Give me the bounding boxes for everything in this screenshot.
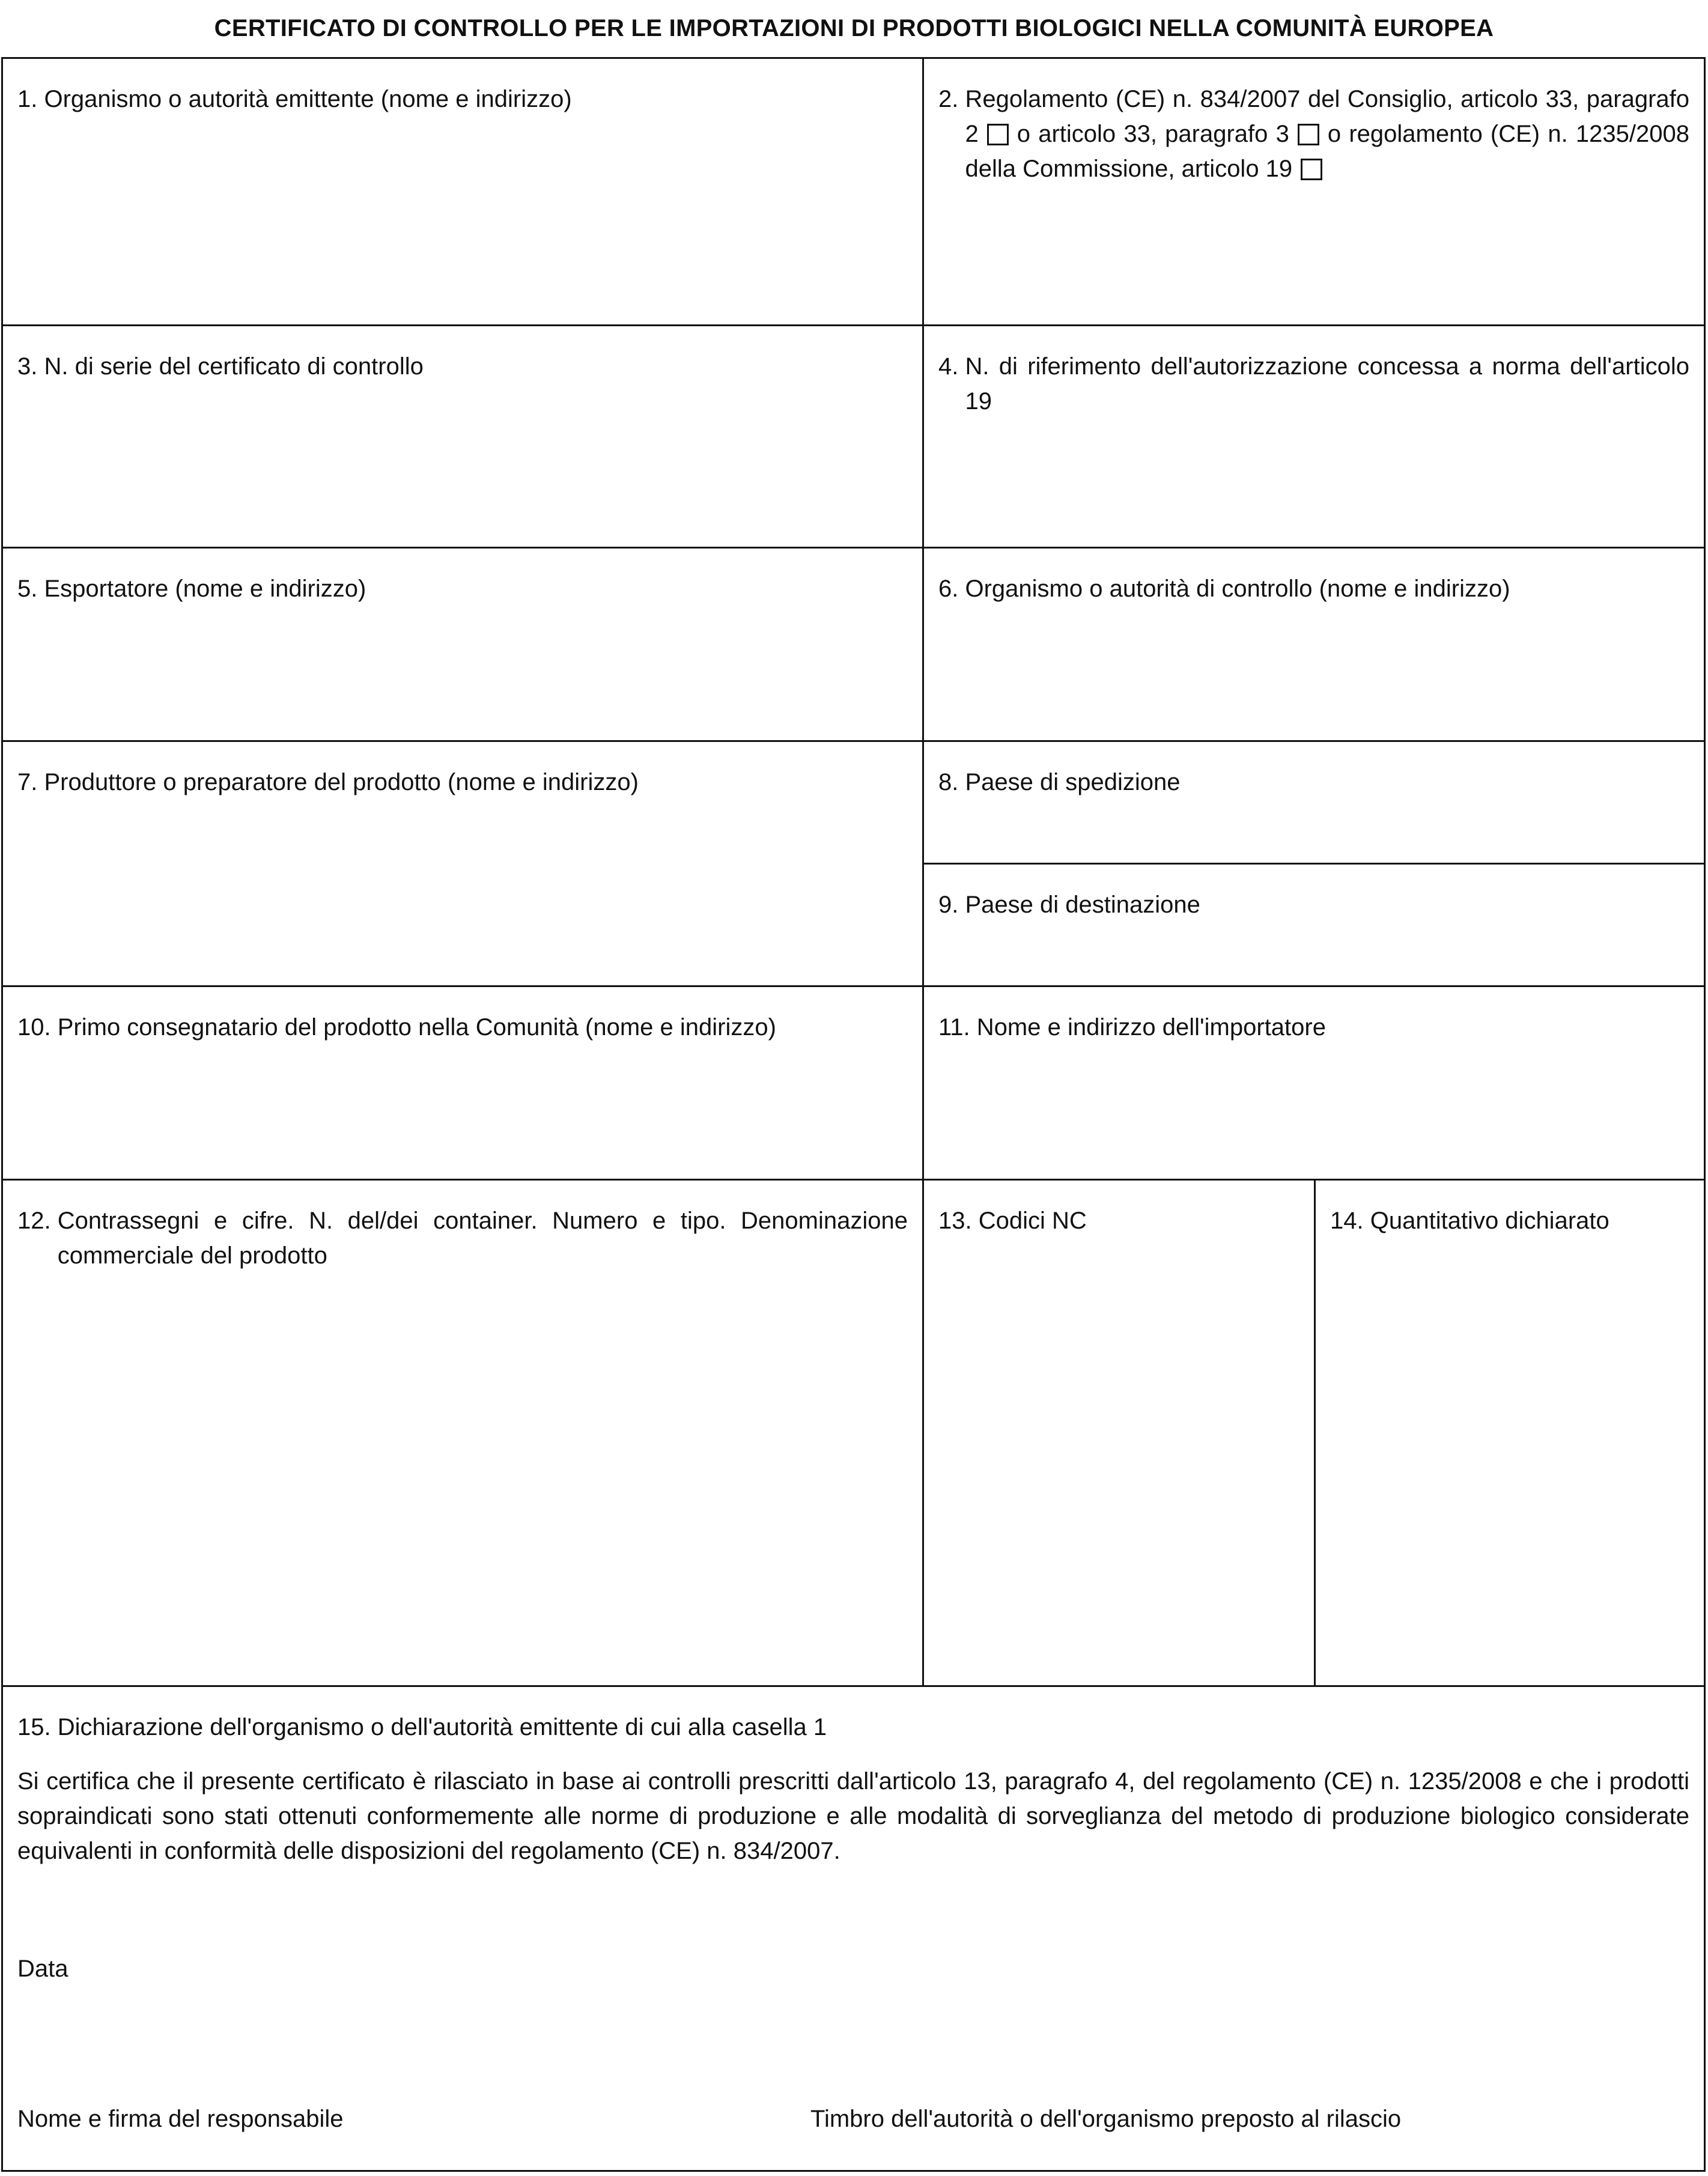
box-number: 10. xyxy=(17,1014,51,1041)
document-title: CERTIFICATO DI CONTROLLO PER LE IMPORTAZIONI DI PRODOTTI BIOLOGICI NELLA COMUNITÀ EUROPEA xyxy=(214,15,1494,41)
box-label xyxy=(965,82,1689,186)
box-6-control-body[interactable] xyxy=(924,549,1704,742)
box-label: Produttore o preparatore del prodotto (nome e indirizzo) xyxy=(44,769,639,795)
box-8-country-dispatch[interactable] xyxy=(924,742,1704,865)
box-label: Organismo o autorità di controllo (nome e indirizzo) xyxy=(965,576,1510,602)
certificate-form xyxy=(1,57,1706,2172)
signature-label: Nome e firma del responsabile xyxy=(17,2106,344,2132)
box-number: 6. xyxy=(938,576,959,602)
box-5-exporter[interactable] xyxy=(3,549,924,742)
box-number: 9. xyxy=(938,892,959,918)
box-label: Organismo o autorità emittente (nome e indirizzo) xyxy=(44,86,572,112)
box-13-cn-codes[interactable] xyxy=(924,1181,1316,1687)
checkbox-article-19[interactable] xyxy=(1301,159,1322,180)
box-number: 14. xyxy=(1330,1208,1364,1234)
box-number: 3. xyxy=(17,353,38,380)
checkbox-article-33-2[interactable] xyxy=(987,124,1009,145)
box-number: 1. xyxy=(17,86,38,112)
box-number: 2. xyxy=(938,86,959,112)
box-number: 12. xyxy=(17,1208,51,1234)
box-label: N. di riferimento dell'autorizzazione concessa a norma dell'articolo 19 xyxy=(965,353,1689,415)
box-number: 7. xyxy=(17,769,38,795)
regulation-text-1: Regolamento (CE) n. 834/2007 del Consiglio, articolo 33, paragrafo 2 xyxy=(965,86,1689,147)
box-label: Paese di spedizione xyxy=(965,769,1181,795)
box-11-importer[interactable] xyxy=(924,987,1704,1181)
box-label: Dichiarazione dell'organismo o dell'autorità emittente di cui alla casella 1 xyxy=(57,1714,827,1740)
box-7-producer[interactable] xyxy=(3,742,924,987)
box-label: Contrassegni e cifre. N. del/dei container. Numero e tipo. Denominazione commerciale del prodotto xyxy=(57,1208,908,1269)
box-label: Codici NC xyxy=(978,1208,1087,1234)
box-label: Paese di destinazione xyxy=(965,892,1200,918)
box-number: 11. xyxy=(938,1014,970,1041)
date-label: Data xyxy=(17,1956,68,1982)
regulation-text-3: o regolamento (CE) n. 1235/2008 della Commissione, articolo 19 xyxy=(965,121,1689,182)
regulation-text-2: o articolo 33, paragrafo 3 xyxy=(1017,121,1289,147)
stamp-label: Timbro dell'autorità o dell'organismo preposto al rilascio xyxy=(810,2106,1402,2132)
box-1-issuing-body[interactable] xyxy=(3,59,924,326)
box-number: 4. xyxy=(938,353,959,380)
box-label: Esportatore (nome e indirizzo) xyxy=(44,576,366,602)
box-9-country-destination[interactable] xyxy=(924,865,1704,987)
box-14-declared-quantity[interactable] xyxy=(1316,1181,1704,1687)
box-15-declaration xyxy=(3,1687,1704,2170)
box-3-serial-number[interactable] xyxy=(3,326,924,549)
declaration-body: Si certifica che il presente certificato è rilasciato in base ai controlli prescritti dall'articolo 13, paragrafo 4, del regolamento (CE) n. 1235/2008 e che i prodotti sopraindicati sono stati ottenuti conformemente alle norme di produzione e alle modalità di sorveglianza del metodo di produzione biologico considerate equivalenti in conformità delle disposizioni del regolamento (CE) n. 834/2007. xyxy=(17,1768,1689,1864)
box-label: Quantitativo dichiarato xyxy=(1370,1208,1609,1234)
box-2-regulation xyxy=(924,59,1704,326)
checkbox-article-33-3[interactable] xyxy=(1298,124,1319,145)
box-12-marks-containers[interactable] xyxy=(3,1181,924,1687)
box-label: Primo consegnatario del prodotto nella Comunità (nome e indirizzo) xyxy=(57,1014,776,1041)
box-number: 5. xyxy=(17,576,38,602)
declaration-heading xyxy=(17,1710,1689,1745)
box-number: 8. xyxy=(938,769,959,795)
box-label: Nome e indirizzo dell'importatore xyxy=(976,1014,1326,1041)
box-10-first-consignee[interactable] xyxy=(3,987,924,1181)
box-label: N. di serie del certificato di controllo xyxy=(44,353,424,380)
box-4-authorisation-reference[interactable] xyxy=(924,326,1704,549)
box-number: 15. xyxy=(17,1714,51,1740)
box-number: 13. xyxy=(938,1208,972,1234)
